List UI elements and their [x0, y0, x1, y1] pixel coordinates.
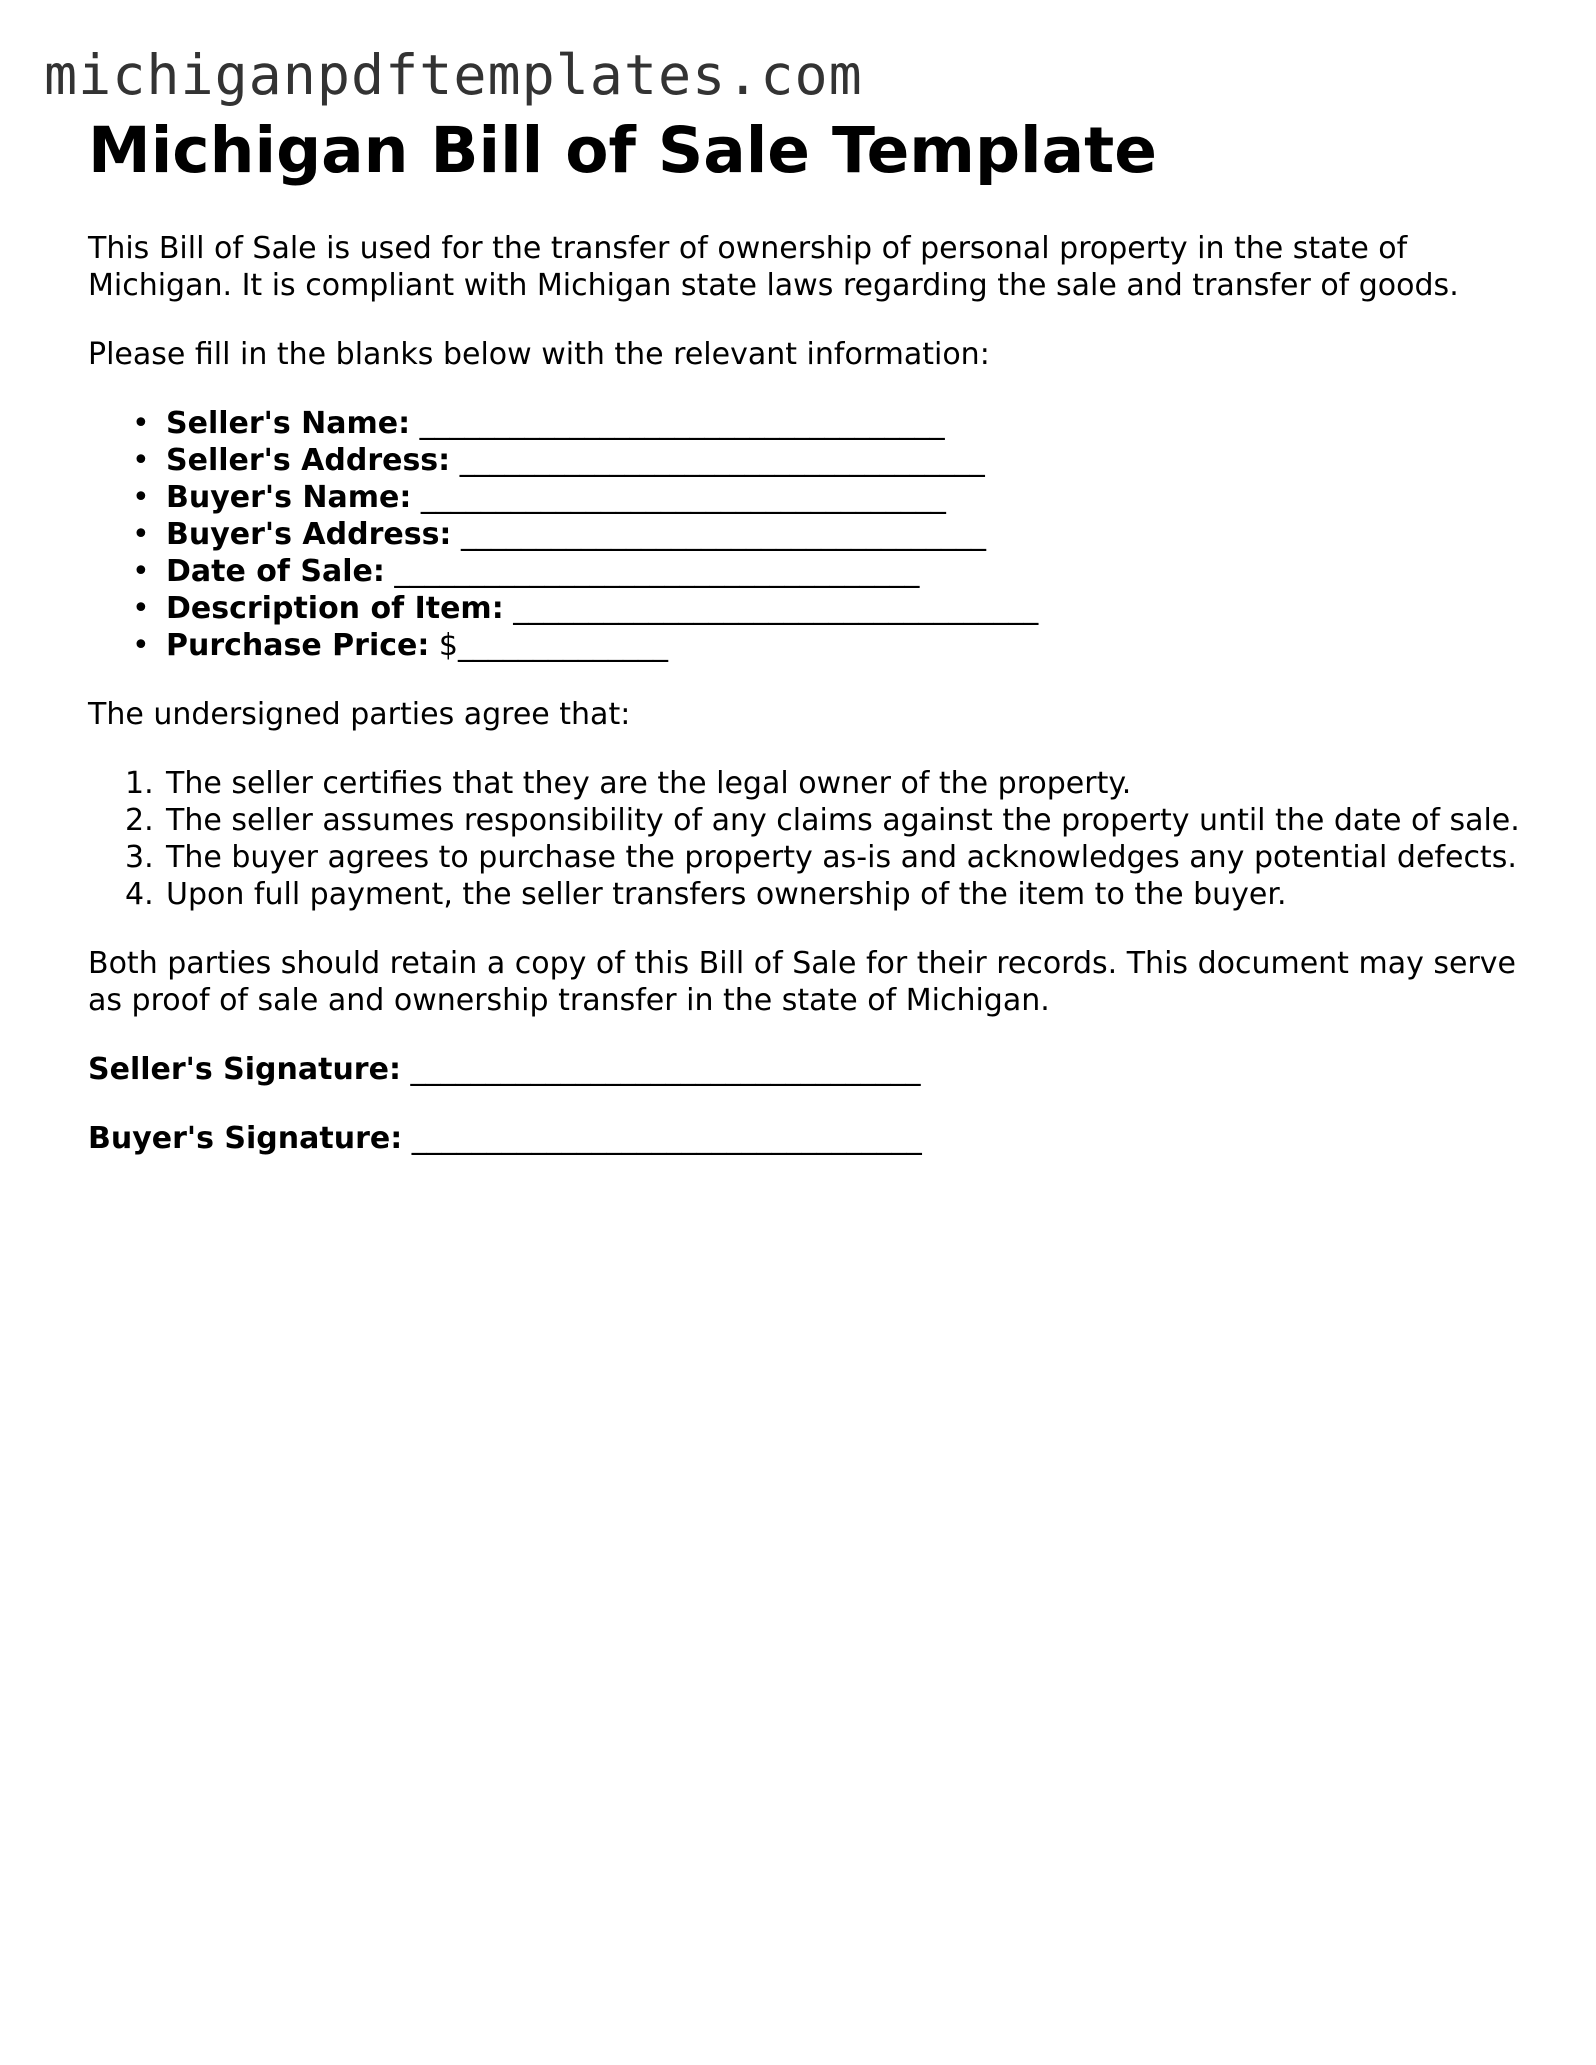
instruction-paragraph: Please fill in the blanks below with the relevant information:: [88, 337, 990, 372]
fields-list: [88, 405, 1528, 664]
term-number: 3.: [125, 840, 154, 875]
bullet-icon: •: [132, 591, 150, 626]
term-item: [125, 802, 1528, 839]
field-blank[interactable]: ___________________________________: [460, 517, 986, 552]
field-label: Buyer's Address:: [166, 517, 452, 552]
field-blank[interactable]: ___________________________________: [420, 480, 946, 515]
field-blank[interactable]: ___________________________________: [419, 406, 945, 441]
field-sellers-name: [132, 405, 1528, 442]
field-label: Description of Item:: [166, 591, 504, 626]
page-title: Michigan Bill of Sale Template: [88, 114, 1158, 187]
intro-paragraph: This Bill of Sale is used for the transfer of ownership of personal property in the state of Michigan. It is compliant with Michigan state laws regarding the sale and transfer of goods.: [88, 231, 1459, 303]
field-description-of-item: [132, 590, 1528, 627]
buyer-signature-label: Buyer's Signature:: [88, 1121, 403, 1156]
field-blank[interactable]: ___________________________________: [513, 591, 1039, 626]
field-label: Seller's Address:: [166, 443, 451, 478]
term-item: [125, 765, 1528, 802]
field-date-of-sale: [132, 553, 1528, 590]
field-sellers-address: [132, 442, 1528, 479]
seller-signature-line: [88, 1051, 1528, 1088]
term-item: [125, 876, 1528, 913]
bullet-icon: •: [132, 480, 150, 515]
term-number: 4.: [125, 877, 154, 912]
term-text: The seller assumes responsibility of any claims against the property until the date of sale.: [166, 803, 1520, 838]
field-label: Date of Sale:: [166, 554, 385, 589]
field-label: Buyer's Name:: [166, 480, 412, 515]
closing-paragraph: Both parties should retain a copy of this Bill of Sale for their records. This document may serve as proof of sale and ownership transfer in the state of Michigan.: [88, 946, 1517, 1018]
term-item: [125, 839, 1528, 876]
terms-list: [88, 765, 1528, 913]
bullet-icon: •: [132, 628, 150, 663]
term-text: Upon full payment, the seller transfers ownership of the item to the buyer.: [166, 877, 1287, 912]
field-buyers-address: [132, 516, 1528, 553]
document-body: [88, 110, 1528, 1157]
term-text: The buyer agrees to purchase the property as-is and acknowledges any potential defects.: [166, 840, 1517, 875]
field-blank[interactable]: $______________: [438, 628, 669, 663]
field-blank[interactable]: ___________________________________: [394, 554, 920, 589]
field-blank[interactable]: ___________________________________: [459, 443, 985, 478]
bullet-icon: •: [132, 406, 150, 441]
bullet-icon: •: [132, 517, 150, 552]
field-buyers-name: [132, 479, 1528, 516]
field-purchase-price: [132, 627, 1528, 664]
field-label: Seller's Name:: [166, 406, 411, 441]
term-number: 2.: [125, 803, 154, 838]
bullet-icon: •: [132, 554, 150, 589]
site-watermark: michiganpdftemplates.com: [44, 43, 863, 107]
agreement-intro: The undersigned parties agree that:: [88, 697, 631, 732]
seller-signature-blank[interactable]: __________________________________: [410, 1052, 921, 1087]
buyer-signature-line: [88, 1120, 1528, 1157]
term-number: 1.: [125, 766, 154, 801]
bullet-icon: •: [132, 443, 150, 478]
term-text: The seller certifies that they are the legal owner of the property.: [166, 766, 1132, 801]
field-label: Purchase Price:: [166, 628, 430, 663]
buyer-signature-blank[interactable]: __________________________________: [411, 1121, 922, 1156]
seller-signature-label: Seller's Signature:: [88, 1052, 401, 1087]
